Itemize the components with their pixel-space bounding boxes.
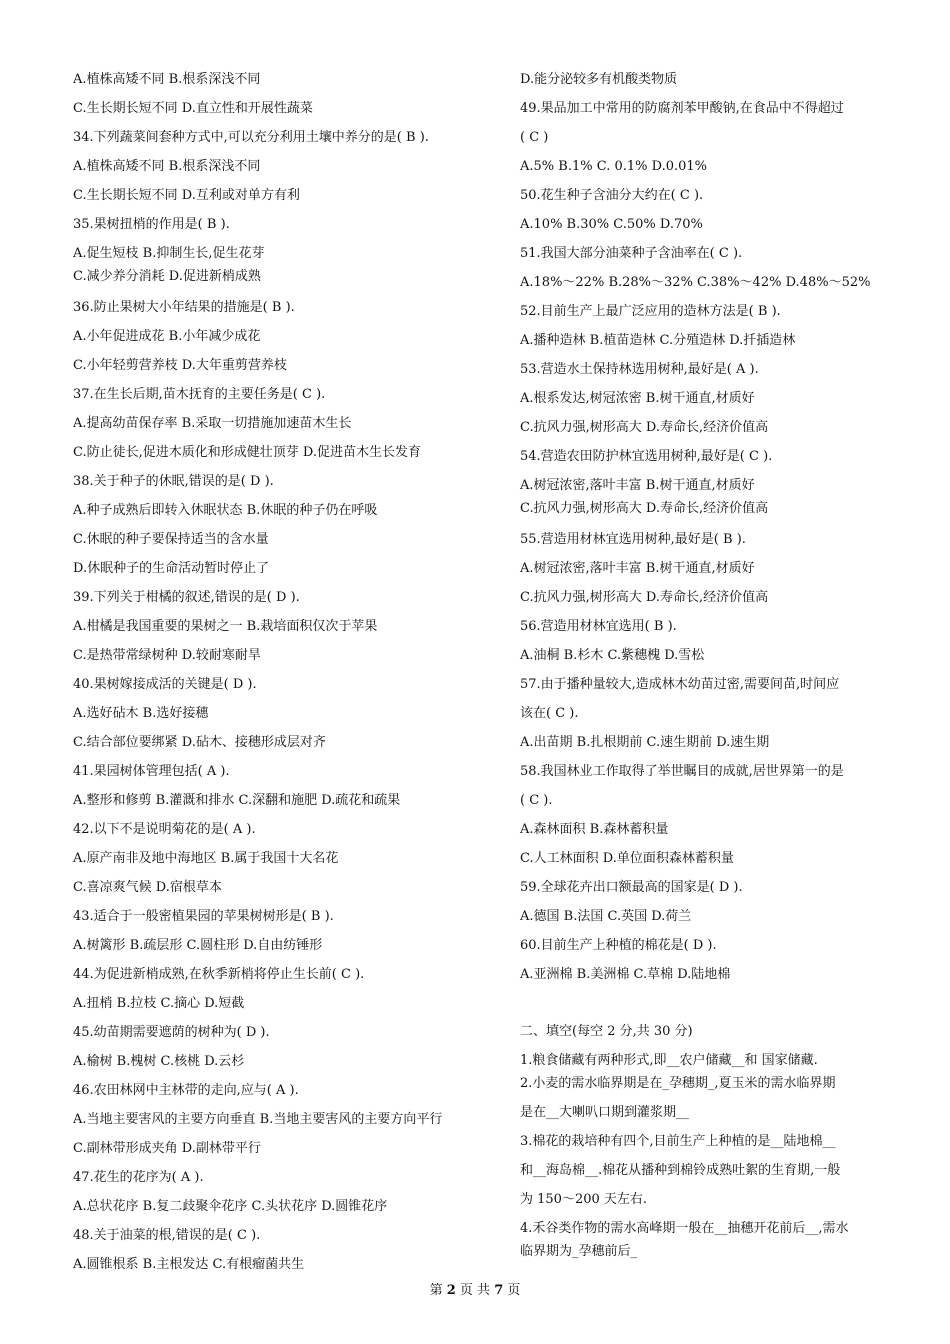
text-line: A.亚洲棉 B.美洲棉 C.草棉 D.陆地棉 (520, 967, 731, 982)
text-line: 二、填空(每空 2 分,共 30 分) (520, 1024, 693, 1039)
text-line: 34.下列蔬菜间套种方式中,可以充分利用土壤中养分的是( B ). (73, 130, 429, 145)
text-line: 44.为促进新梢成熟,在秋季新梢将停止生长前( C ). (73, 967, 365, 982)
footer-mid: 页 共 (459, 1283, 491, 1298)
text-line: C.休眠的种子要保持适当的含水量 (73, 532, 269, 547)
text-line: C.副林带形成夹角 D.副林带平行 (73, 1141, 261, 1156)
text-line: A.柑橘是我国重要的果树之一 B.栽培面积仅次于苹果 (73, 619, 378, 634)
text-line: 51.我国大部分油菜种子含油率在( C ). (520, 246, 743, 261)
text-line: A.出苗期 B.扎根期前 C.速生期前 D.速生期 (520, 735, 770, 750)
text-line: A.植株高矮不同 B.根系深浅不同 (73, 159, 261, 174)
page-footer (0, 1283, 950, 1299)
text-line: ( C ). (520, 793, 553, 808)
footer-suffix: 页 (507, 1283, 521, 1298)
text-line: C.防止徒长,促进木质化和形成健壮顶芽 D.促进苗木生长发育 (73, 445, 421, 460)
text-line: 49.果品加工中常用的防腐剂苯甲酸钠,在食品中不得超过 (520, 101, 844, 116)
text-line: 58.我国林业工作取得了举世瞩目的成就,居世界第一的是 (520, 764, 844, 779)
text-line: 48.关于油菜的根,错误的是( C ). (73, 1228, 261, 1243)
text-line: 41.果园树体管理包括( A ). (73, 764, 230, 779)
text-line: A.10% B.30% C.50% D.70% (520, 217, 703, 232)
text-line: 该在( C ). (520, 706, 579, 721)
text-line: A.选好砧木 B.选好接穗 (73, 706, 209, 721)
text-line: A.当地主要害风的主要方向垂直 B.当地主要害风的主要方向平行 (73, 1112, 443, 1127)
left-column (73, 72, 493, 1273)
text-line: A.油桐 B.杉木 C.紫穗槐 D.雪松 (520, 648, 705, 663)
text-line: 36.防止果树大小年结果的措施是( B ). (73, 300, 295, 315)
text-line: 2.小麦的需水临界期是在_孕穗期_,夏玉米的需水临界期 (520, 1076, 836, 1091)
text-line: A.德国 B.法国 C.英国 D.荷兰 (520, 909, 692, 924)
text-line: A.森林面积 B.森林蓄积量 (520, 822, 669, 837)
text-line: C.生长期长短不同 D.互利或对单方有利 (73, 188, 300, 203)
text-line: C.抗风力强,树形高大 D.寿命长,经济价值高 (520, 501, 769, 516)
text-line: A.播种造林 B.植苗造林 C.分殖造林 D.扦插造林 (520, 333, 796, 348)
text-line: A.18%～22% B.28%～32% C.38%～42% D.48%～52% (520, 275, 871, 290)
text-line: A.提高幼苗保存率 B.采取一切措施加速苗木生长 (73, 416, 352, 431)
text-line: 60.目前生产上种植的棉花是( D ). (520, 938, 717, 953)
text-line: 和__海岛棉__.棉花从播种到棉铃成熟吐絮的生育期,一般 (520, 1163, 841, 1178)
text-line: 50.花生种子含油分大约在( C ). (520, 188, 704, 203)
text-line: C.喜凉爽气候 D.宿根草本 (73, 880, 222, 895)
text-line: A.圆锥根系 B.主根发达 C.有根瘤菌共生 (73, 1257, 305, 1272)
text-line: C.生长期长短不同 D.直立性和开展性蔬菜 (73, 101, 313, 116)
text-line: 54.营造农田防护林宜选用树种,最好是( C ). (520, 449, 773, 464)
text-line: 40.果树嫁接成活的关键是( D ). (73, 677, 257, 692)
text-line: A.原产南非及地中海地区 B.属于我国十大名花 (73, 851, 339, 866)
text-line: 55.营造用材林宜选用树种,最好是( B ). (520, 532, 746, 547)
text-line: 45.幼苗期需要遮荫的树种为( D ). (73, 1025, 270, 1040)
text-line: A.总状花序 B.复二歧聚伞花序 C.头状花序 D.圆锥花序 (73, 1199, 388, 1214)
text-line: D.能分泌较多有机酸类物质 (520, 72, 678, 87)
text-line: A.5% B.1% C. 0.1% D.0.01% (520, 159, 708, 174)
right-column (520, 72, 892, 1260)
text-line: A.根系发达,树冠浓密 B.树干通直,材质好 (520, 391, 755, 406)
text-line: C.人工林面积 D.单位面积森林蓄积量 (520, 851, 734, 866)
text-line: 4.禾谷类作物的需水高峰期一般在__抽穗开花前后__,需水 (520, 1221, 849, 1236)
text-line: D.休眠种子的生命活动暂时停止了 (73, 561, 270, 576)
text-line: A.树冠浓密,落叶丰富 B.树干通直,材质好 (520, 561, 755, 576)
text-line: 35.果树扭梢的作用是( B ). (73, 217, 230, 232)
text-line: A.小年促进成花 B.小年减少成花 (73, 329, 261, 344)
text-line: 57.由于播种量较大,造成林木幼苗过密,需要间苗,时间应 (520, 677, 840, 692)
text-line: A.植株高矮不同 B.根系深浅不同 (73, 72, 261, 87)
text-line: A.树篱形 B.疏层形 C.圆柱形 D.自由纺锤形 (73, 938, 323, 953)
text-line: 临界期为_孕穗前后_ (520, 1244, 638, 1259)
text-line: C.抗风力强,树形高大 D.寿命长,经济价值高 (520, 590, 769, 605)
text-line: C.减少养分消耗 D.促进新梢成熟 (73, 269, 261, 284)
footer-prefix: 第 (429, 1283, 443, 1298)
text-line: A.促生短枝 B.抑制生长,促生花芽 (73, 246, 265, 261)
text-line: 56.营造用材林宜选用( B ). (520, 619, 677, 634)
text-line: 46.农田林网中主林带的走向,应与( A ). (73, 1083, 299, 1098)
text-line: ( C ) (520, 130, 549, 145)
text-line: 为 150～200 天左右. (520, 1192, 648, 1207)
text-line: A.树冠浓密,落叶丰富 B.树干通直,材质好 (520, 478, 755, 493)
text-line: 是在__大喇叭口期到灌浆期__ (520, 1105, 690, 1120)
total-pages-number: 7 (494, 1283, 504, 1298)
text-line: 3.棉花的栽培种有四个,目前生产上种植的是__陆地棉__ (520, 1134, 836, 1149)
text-line: 42.以下不是说明菊花的是( A ). (73, 822, 256, 837)
text-line: C.抗风力强,树形高大 D.寿命长,经济价值高 (520, 420, 769, 435)
text-line: 59.全球花卉出口额最高的国家是( D ). (520, 880, 743, 895)
text-line: A.榆树 B.槐树 C.核桃 D.云杉 (73, 1054, 245, 1069)
text-line: 1.粮食储藏有两种形式,即__农户储藏__和 国家储藏. (520, 1053, 818, 1068)
text-line: 47.花生的花序为( A ). (73, 1170, 204, 1185)
text-line: C.小年轻剪营养枝 D.大年重剪营养枝 (73, 358, 287, 373)
text-line: C.结合部位要绑紧 D.砧木、接穗形成层对齐 (73, 735, 326, 750)
text-line: A.种子成熟后即转入休眠状态 B.休眠的种子仍在呼吸 (73, 503, 378, 518)
text-line: A.扭梢 B.拉枝 C.摘心 D.短截 (73, 996, 245, 1011)
text-line: 43.适合于一般密植果园的苹果树树形是( B ). (73, 909, 334, 924)
text-line: 38.关于种子的休眠,错误的是( D ). (73, 474, 274, 489)
text-line: A.整形和修剪 B.灌溉和排水 C.深翻和施肥 D.疏花和疏果 (73, 793, 401, 808)
text-line: 52.目前生产上最广泛应用的造林方法是( B ). (520, 304, 781, 319)
text-line: C.是热带常绿树种 D.较耐寒耐旱 (73, 648, 261, 663)
current-page-number: 2 (446, 1283, 456, 1298)
text-line: 53.营造水土保持林选用树种,最好是( A ). (520, 362, 759, 377)
text-line: 39.下列关于柑橘的叙述,错误的是( D ). (73, 590, 300, 605)
text-line: 37.在生长后期,苗木抚育的主要任务是( C ). (73, 387, 326, 402)
